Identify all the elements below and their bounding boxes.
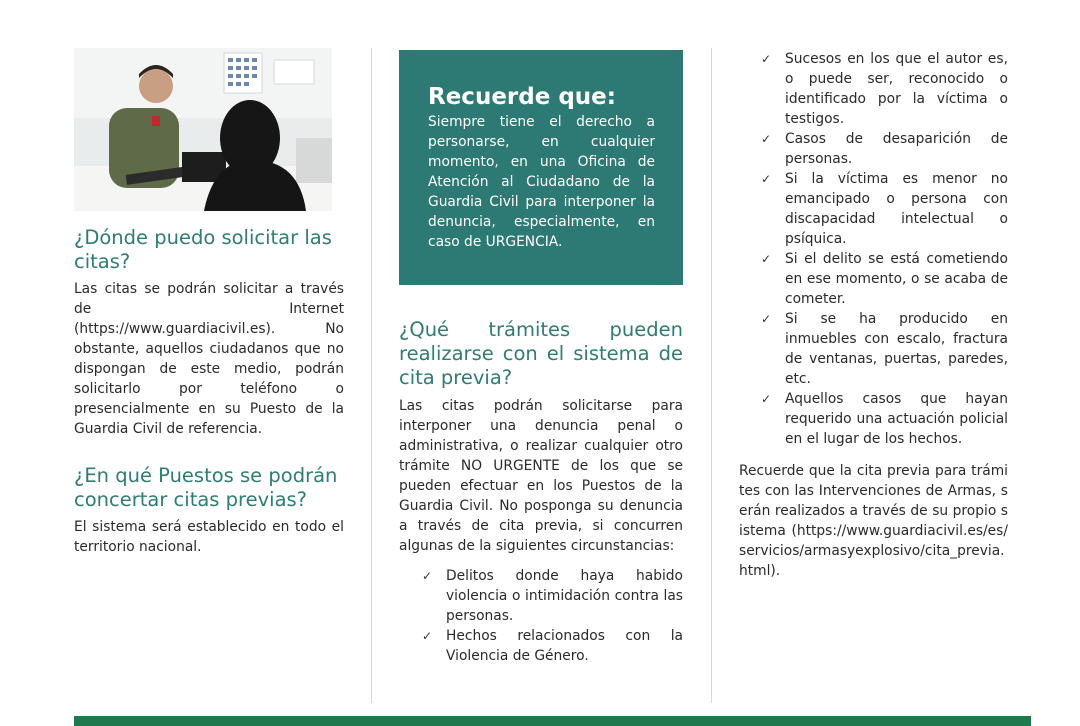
check-icon: ✓ [761,172,772,186]
list-item: ✓ Si el delito se está cometiendo en ese momento, o se acaba de cometer. [761,251,1008,307]
column-divider [711,48,712,703]
heading-which-posts: ¿En qué Puestos se podrán concertar citas previas? [74,464,338,511]
circumstances-list [399,566,683,666]
check-icon: ✓ [422,629,433,643]
list-item: ✓ Si la víctima es menor no emancipado o persona con discapacidad intelectual o psíquica. [761,171,1008,247]
office-photo [74,48,332,211]
paragraph-weapons-appointments: Recuerde que la cita previa para trámites con las Intervenciones de Armas, serán realizados a través de su propio sistema (https://www.guardiacivil.es/es/servicios/armasyexplosivo/cita_previa.html). [739,463,1008,579]
column-right [739,49,1008,581]
list-item: ✓ Aquellos casos que hayan requerido una actuación policial en el lugar de los hechos. [761,391,1008,447]
check-icon: ✓ [761,392,772,406]
footer-bar [74,716,1031,726]
paragraph-which-posts: El sistema será establecido en todo el territorio nacional. [74,519,344,555]
heading-where-request: ¿Dónde puedo solicitar las citas? [74,226,332,273]
paragraph-procedures: Las citas podrán solicitarse para interponer una denuncia penal o administrativa, o realizar cualquier otro trámite NO URGENTE de los que se pueden efectuar en los Puestos de la Guardia Civil. No posponga su denuncia a través de cita previa, si concurren algunas de la siguientes circunstancias: [399,398,683,554]
check-icon: ✓ [422,569,433,583]
circumstances-list-continued [739,49,1008,449]
paragraph-where-request: Las citas se podrán solicitar a través de Internet (https://www.guardiacivil.es). No obstante, aquellos ciudadanos que no dispongan de este medio, podrán solicitarlo por teléfono o presencialmente en su Puesto de la Guardia Civil de referencia. [74,281,344,437]
check-icon: ✓ [761,252,772,266]
reminder-box [399,50,683,285]
reminder-title: Recuerde que: [428,84,616,110]
list-item: ✓ Delitos donde haya habido violencia o intimidación contra las personas. [422,568,683,624]
reminder-text: Siempre tiene el derecho a personarse, en cualquier momento, en una Oficina de Atención al Ciudadano de la Guardia Civil para interponer la denuncia, especialmente, en caso de URGENCIA. [428,114,655,250]
list-item: ✓ Sucesos en los que el autor es, o puede ser, reconocido o identificado por la víctima o testigos. [761,51,1008,127]
list-item: ✓ Hechos relacionados con la Violencia de Género. [422,628,683,664]
column-middle [399,318,683,666]
column-divider [371,48,372,703]
check-icon: ✓ [761,312,772,326]
check-icon: ✓ [761,52,772,66]
check-icon: ✓ [761,132,772,146]
list-item: ✓ Si se ha producido en inmuebles con escalo, fractura de ventanas, puertas, paredes, etc. [761,311,1008,387]
heading-procedures: ¿Qué trámites pueden realizarse con el sistema de cita previa? [399,318,683,389]
list-item: ✓ Casos de desaparición de personas. [761,131,1008,167]
column-left [74,226,344,557]
